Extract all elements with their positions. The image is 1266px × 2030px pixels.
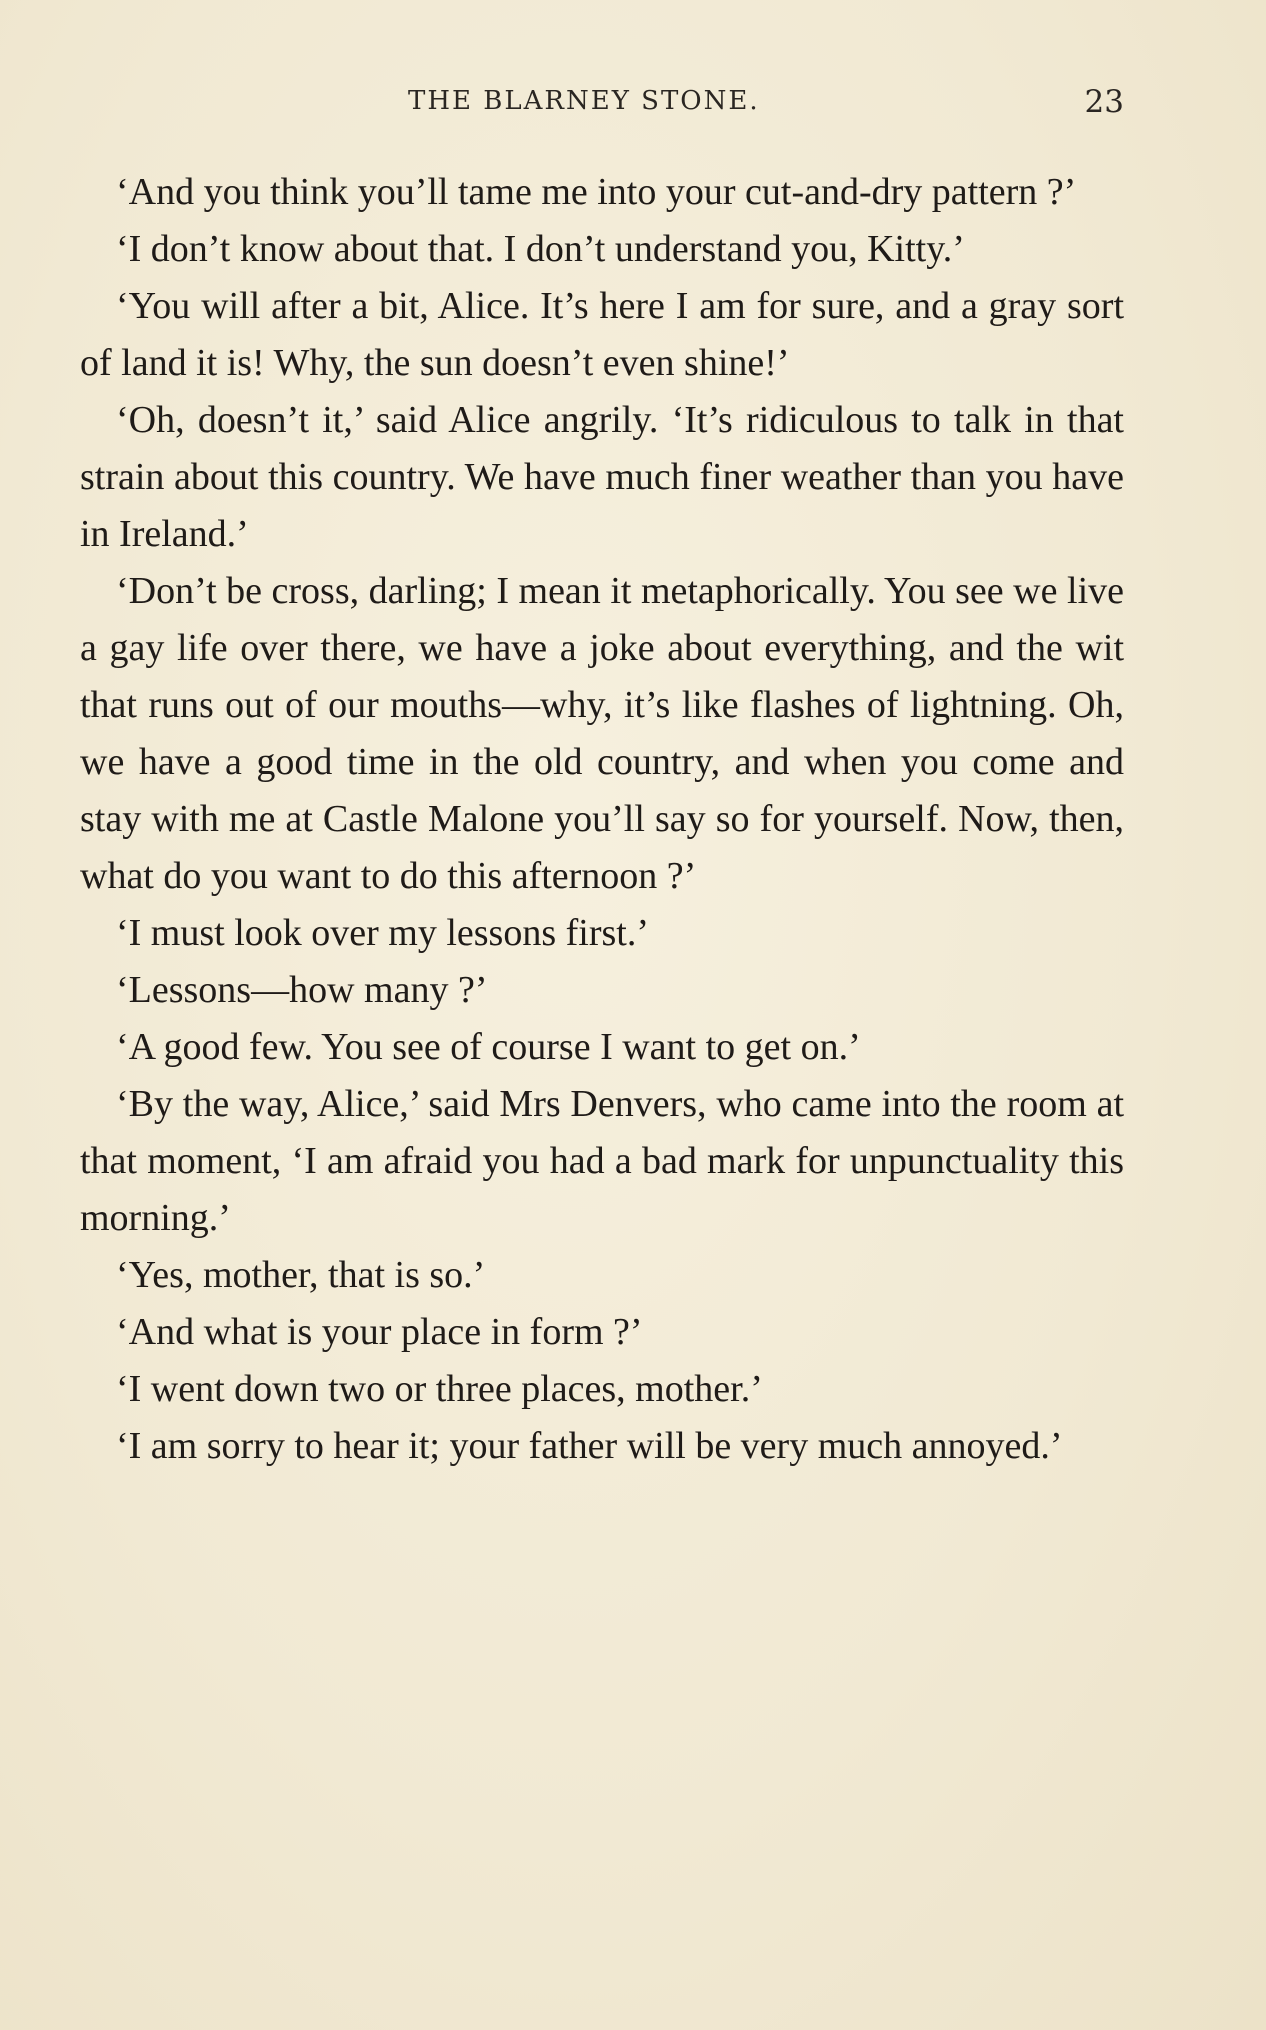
page-number: 23 [1084, 84, 1124, 120]
paragraph: ‘And what is your place in form ?’ [116, 1311, 643, 1353]
paragraph: ‘Yes, mother, that is so.’ [116, 1254, 486, 1296]
paragraph: ‘A good few. You see of course I want to get on.’ [116, 1026, 861, 1068]
paragraph: ‘By the way, Alice,’ said Mrs Denvers, who came into the room at that moment, ‘I am afraid you had a bad mark for unpunctuality this morning.’ [80, 1083, 1124, 1239]
paragraph: ‘Lessons—how many ?’ [116, 969, 488, 1011]
paragraph: ‘You will after a bit, Alice. It’s here I am for sure, and a gray sort of land it is! Why, the sun doesn’t even shine!’ [80, 285, 1124, 384]
paragraph: ‘Don’t be cross, darling; I mean it metaphorically. You see we live a gay life over there, we have a joke about everything, and the wit that runs out of our mouths—why, it’s like flashes of lightning. Oh, we have a good time in the old country, and when you come and stay with me at Castle Malone you’ll say so for yourself. Now, then, what do you want to do this afternoon ?’ [80, 570, 1124, 897]
running-title: THE BLARNEY STONE. [408, 86, 760, 116]
paragraph: ‘I am sorry to hear it; your father will be very much annoyed.’ [116, 1425, 1063, 1467]
page-header [80, 84, 1124, 124]
body-text [80, 164, 1124, 1475]
paragraph: ‘I don’t know about that. I don’t understand you, Kitty.’ [116, 228, 965, 270]
paragraph: ‘And you think you’ll tame me into your cut-and-dry pattern ?’ [116, 171, 1077, 213]
paragraph: ‘I must look over my lessons first.’ [116, 912, 650, 954]
paragraph: ‘Oh, doesn’t it,’ said Alice angrily. ‘It’s ridiculous to talk in that strain about this country. We have much finer weather than you have in Ireland.’ [80, 399, 1124, 555]
paragraph: ‘I went down two or three places, mother.’ [116, 1368, 763, 1410]
